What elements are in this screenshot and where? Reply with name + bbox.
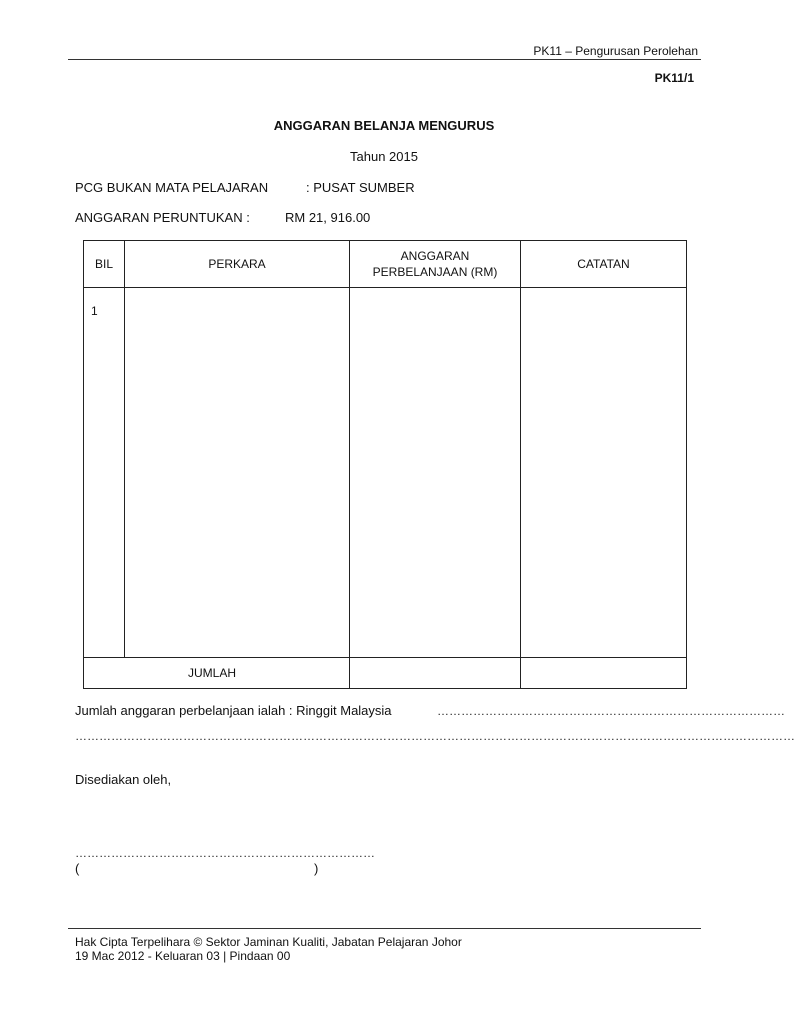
footer-copyright: Hak Cipta Terpelihara © Sektor Jaminan Kualiti, Jabatan Pelajaran Johor [75,935,462,949]
header-section-title: PK11 – Pengurusan Perolehan [533,44,698,58]
amount-sentence: Jumlah anggaran perbelanjaan ialah : Ringgit Malaysia [75,703,392,718]
column-header-perkara: PERKARA [125,241,350,288]
footer-revision: 19 Mac 2012 - Keluaran 03 | Pindaan 00 [75,949,291,963]
document-year: Tahun 2015 [350,149,418,164]
total-note-cell [521,658,687,689]
column-header-catatan: CATATAN [521,241,687,288]
signature-paren-close: ) [314,861,319,876]
prepared-by-label: Disediakan oleh, [75,772,172,787]
table-header-row [84,241,687,288]
form-code: PK11/1 [654,71,694,85]
total-amount-cell [350,658,521,689]
allocation-label: ANGGARAN PERUNTUKAN : [75,210,250,225]
signature-dots: ………………………………………………………………… [75,846,375,860]
allocation-value: RM 21, 916.00 [285,210,371,225]
column-header-anggaran-line1: ANGGARAN [400,249,470,263]
amount-dots-line1: …………………………………………………………………………… [437,704,785,718]
column-header-anggaran [350,241,521,288]
total-row [84,658,687,689]
table-row [84,288,687,658]
header-rule [68,59,701,60]
row-catatan-cell [521,288,687,658]
row-anggaran-cell [350,288,521,658]
document-title: ANGGARAN BELANJA MENGURUS [273,118,495,133]
budget-table [83,240,687,689]
pcg-value: : PUSAT SUMBER [306,180,415,195]
row-bil-cell: 1 [84,288,125,658]
footer-rule [68,928,701,929]
total-label: JUMLAH [84,658,350,689]
pcg-label: PCG BUKAN MATA PELAJARAN [75,180,269,195]
column-header-bil: BIL [84,241,125,288]
row-perkara-cell [125,288,350,658]
column-header-anggaran-line2: PERBELANJAAN (RM) [372,265,498,279]
amount-dots-line2: ……………………………………………………………………………………………………………………………………………………………… [75,729,795,743]
signature-paren-open: ( [75,861,80,876]
